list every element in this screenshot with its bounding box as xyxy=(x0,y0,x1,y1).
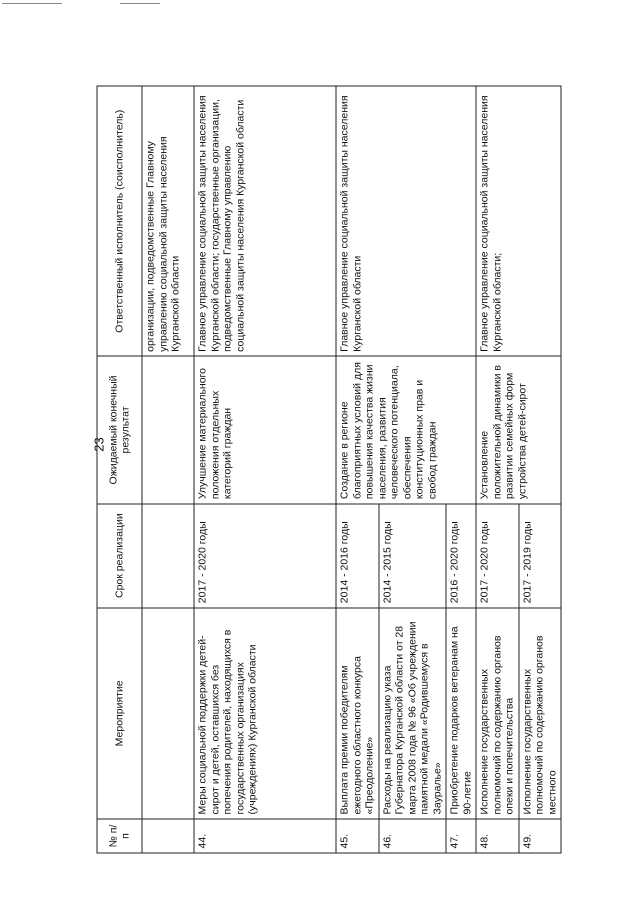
cell-result xyxy=(142,356,194,503)
header-executor: Ответственный исполнитель (соисполнитель) xyxy=(97,86,142,356)
measures-table xyxy=(97,85,562,853)
cell-event: Меры социальной поддержки детей-сирот и детей, оставшихся без попечения родителей, находящихся в государственных организациях (учреждениях) Курганской области xyxy=(194,607,336,818)
header-num: № п/п xyxy=(97,818,142,852)
cell-result: Установление положительной динамики в развитии семейных форм устройства детей-сирот xyxy=(476,356,561,503)
page-number: 23 xyxy=(91,437,107,452)
cell-executor: Главное управление социальной защиты населения Курганской области xyxy=(336,86,476,356)
cell-term: 2017 - 2019 годы xyxy=(519,503,562,607)
cell-term xyxy=(142,503,194,607)
cell-result: Создание в регионе благоприятных условий для повышения качества жизни населения, развития человеческого потенциала, обеспечения конституционных прав и свобод граждан xyxy=(336,356,476,503)
header-term: Срок реализации xyxy=(97,503,142,607)
cell-event: Расходы на реализацию указа Губернатора Курганской области от 28 марта 2008 года № 96 «Об учреждении памятной медали «Родившемуся в Зауралье» xyxy=(379,607,447,818)
cell-num: 49. xyxy=(519,818,562,852)
scan-artifact xyxy=(120,3,160,4)
cell-executor: организации, подведомственные Главному управлению социальной защиты населения Курганской области xyxy=(142,86,194,356)
cell-term: 2014 - 2015 годы xyxy=(379,503,447,607)
cell-term: 2017 - 2020 годы xyxy=(194,503,336,607)
cell-num: 47. xyxy=(446,818,476,852)
cell-result: Улучшение материального положения отдельных категорий граждан xyxy=(194,356,336,503)
cell-event: Приобретение подарков ветеранам на 90-летие xyxy=(446,607,476,818)
cell-term: 2014 - 2016 годы xyxy=(336,503,379,607)
header-result: Ожидаемый конечный результат xyxy=(97,356,142,503)
cell-executor: Главное управление социальной защиты населения Курганской области; государственные организации, подведомственные Главному управлению социальной защиты населения Курганской области xyxy=(194,86,336,356)
cell-term: 2016 - 2020 годы xyxy=(446,503,476,607)
cell-event: Исполнение государственных полномочий по содержанию органов опеки и попечительства xyxy=(476,607,519,818)
table-row xyxy=(336,86,379,853)
scan-artifact xyxy=(2,3,62,4)
cell-term: 2017 - 2020 годы xyxy=(476,503,519,607)
cell-executor: Главное управление социальной защиты населения Курганской области; xyxy=(476,86,561,356)
table-row xyxy=(142,86,194,853)
table-row xyxy=(476,86,519,853)
cell-num xyxy=(142,818,194,852)
rotated-table-sheet xyxy=(97,85,558,853)
cell-event: Выплата премии победителям ежегодного областного конкурса «Преодоление» xyxy=(336,607,379,818)
cell-event xyxy=(142,607,194,818)
cell-num: 46. xyxy=(379,818,447,852)
table-row xyxy=(194,86,336,853)
cell-num: 48. xyxy=(476,818,519,852)
cell-num: 44. xyxy=(194,818,336,852)
cell-event: Исполнение государственных полномочий по содержанию органов местного xyxy=(519,607,562,818)
header-event: Мероприятие xyxy=(97,607,142,818)
cell-num: 45. xyxy=(336,818,379,852)
table-header-row xyxy=(97,86,142,853)
